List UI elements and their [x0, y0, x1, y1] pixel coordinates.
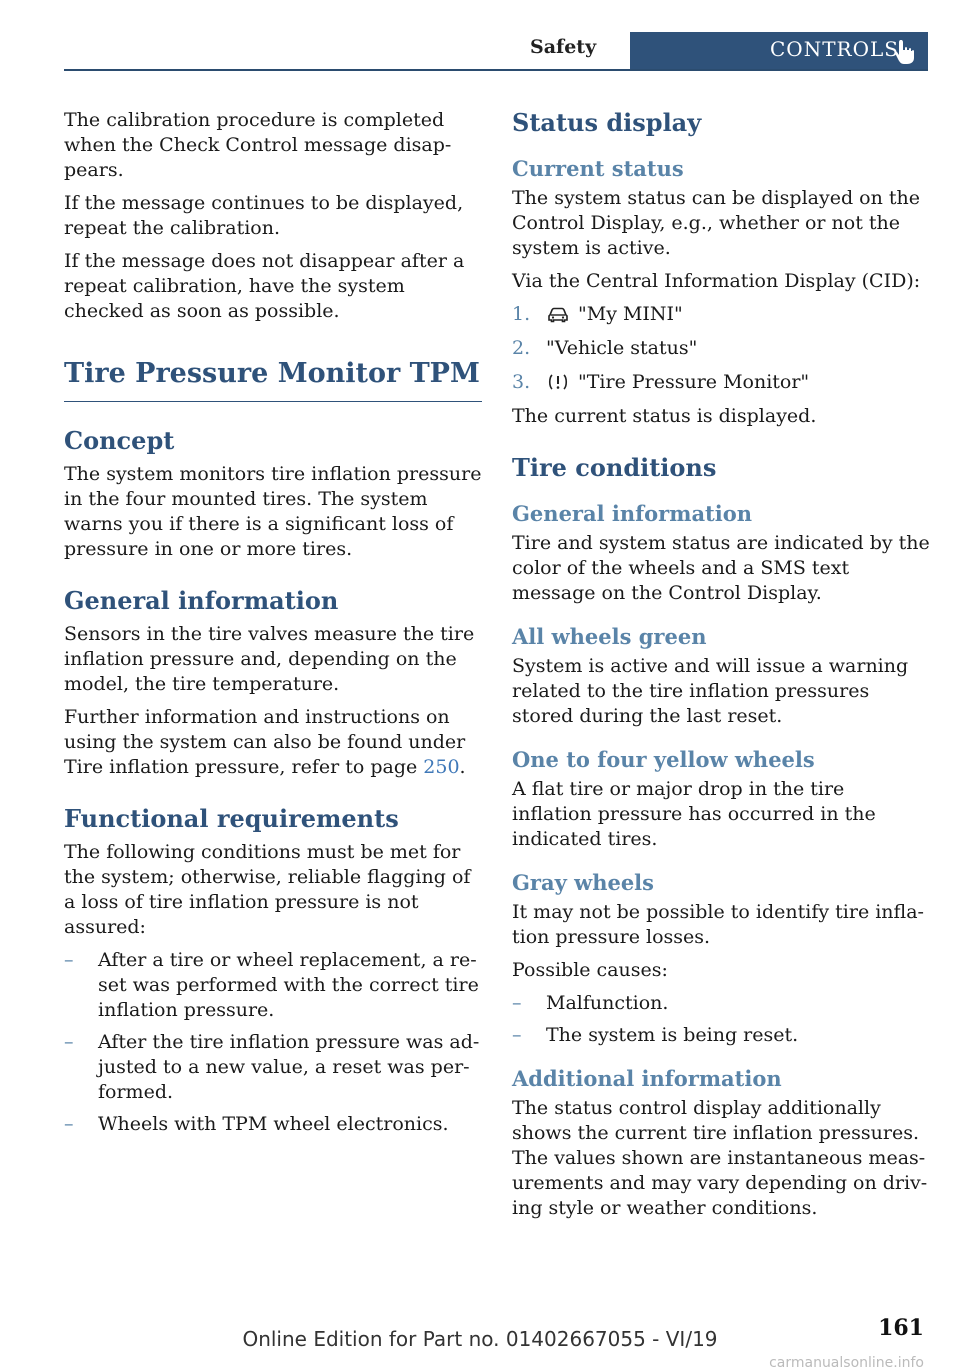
step-item	[512, 336, 930, 361]
page-reference-link[interactable]: 250	[423, 756, 460, 778]
list-item: – Malfunction.	[512, 991, 930, 1016]
hand-pointer-icon	[892, 38, 918, 66]
chapter-tab	[630, 32, 928, 71]
paragraph: If the message continues to be displayed, repeat the calibration.	[64, 192, 464, 239]
paragraph: A flat tire or major drop in the tire inflation pressure has occurred in the indicated tires.	[512, 778, 876, 850]
paragraph: Possible causes:	[512, 959, 668, 981]
step-item	[512, 302, 930, 327]
heading-current-status: Current status	[512, 156, 684, 181]
page-number: 161	[878, 1315, 924, 1341]
paragraph-text: Further information and instructions on using the system can also be found under Tire inflation pressure, refer to page	[64, 706, 466, 778]
step-item	[512, 370, 930, 395]
step-number: 3.	[512, 371, 531, 393]
requirements-list	[64, 948, 482, 1137]
tire-warning-icon	[546, 372, 570, 392]
steps-list	[512, 302, 930, 395]
car-icon	[546, 304, 570, 324]
paragraph: System is active and will issue a warning related to the tire inflation pressures stored during the last reset.	[512, 655, 909, 727]
heading-status-display: Status display	[512, 108, 702, 137]
list-item: – The system is being reset.	[512, 1023, 930, 1048]
heading-gray-wheels: Gray wheels	[512, 870, 654, 895]
list-item: – After a tire or wheel replacement, a reset was performed with the correct tire inflation pressure.	[64, 948, 482, 1023]
step-number: 2.	[512, 337, 531, 359]
paragraph: If the message does not disappear after a repeat calibration, have the system checked as soon as possible.	[64, 250, 465, 322]
heading-general-information: General information	[512, 501, 753, 526]
heading-general-information: General information	[64, 586, 339, 615]
paragraph: The following conditions must be met for the system; otherwise, reliable flagging of a loss of tire inflation pressure is not assured:	[64, 841, 471, 938]
page-footer	[0, 1315, 960, 1371]
step-text: "Vehicle status"	[546, 337, 698, 359]
paragraph-text: .	[459, 756, 466, 778]
heading-additional-information: Additional information	[512, 1066, 782, 1091]
heading-concept: Concept	[64, 426, 175, 455]
heading-functional-requirements: Functional requirements	[64, 804, 399, 833]
heading-tire-conditions: Tire conditions	[512, 453, 717, 482]
paragraph: Tire and system status are indicated by the color of the wheels and a SMS text message on the Control Display.	[512, 532, 930, 604]
list-item: – Wheels with TPM wheel electronics.	[64, 1112, 482, 1137]
heading-all-wheels-green: All wheels green	[512, 624, 707, 649]
paragraph: Via the Central Information Display (CID):	[512, 270, 921, 292]
paragraph: It may not be possible to identify tire inflation pressure losses.	[512, 901, 924, 948]
page-header	[0, 32, 960, 72]
chapter-label: CONTROLS	[770, 37, 899, 61]
edition-line: Online Edition for Part no. 01402667055 - VI/19	[242, 1327, 718, 1351]
causes-list	[512, 991, 930, 1048]
paragraph: The system status can be displayed on the Control Display, e.g., whether or not the system is active.	[512, 187, 920, 259]
paragraph: The current status is displayed.	[512, 405, 817, 427]
list-item: – After the tire inflation pressure was adjusted to a new value, a reset was performed.	[64, 1030, 482, 1105]
paragraph: The status control display additionally shows the current tire inflation pressures. The values shown are instantaneous measurements and may vary depending on driving style or weather conditions.	[512, 1097, 928, 1219]
paragraph: The system monitors tire inflation pressure in the four mounted tires. The system warns you if there is a significant loss of pressure in one or more tires.	[64, 463, 482, 560]
left-column	[64, 108, 482, 1145]
chapter-title: Tire Pressure Monitor TPM	[64, 358, 482, 402]
paragraph: The calibration procedure is completed when the Check Control message disappears.	[64, 109, 452, 181]
section-label: Safety	[530, 36, 597, 58]
watermark: carmanualsonline.info	[769, 1355, 924, 1371]
header-rule	[64, 69, 928, 71]
paragraph	[64, 705, 482, 780]
paragraph: Sensors in the tire valves measure the tire inflation pressure and, depending on the model, the tire temperature.	[64, 623, 475, 695]
step-text: "Tire Pressure Monitor"	[578, 371, 810, 393]
heading-yellow-wheels: One to four yellow wheels	[512, 747, 815, 772]
step-number: 1.	[512, 303, 531, 325]
right-column	[512, 108, 930, 1229]
step-text: "My MINI"	[578, 303, 683, 325]
